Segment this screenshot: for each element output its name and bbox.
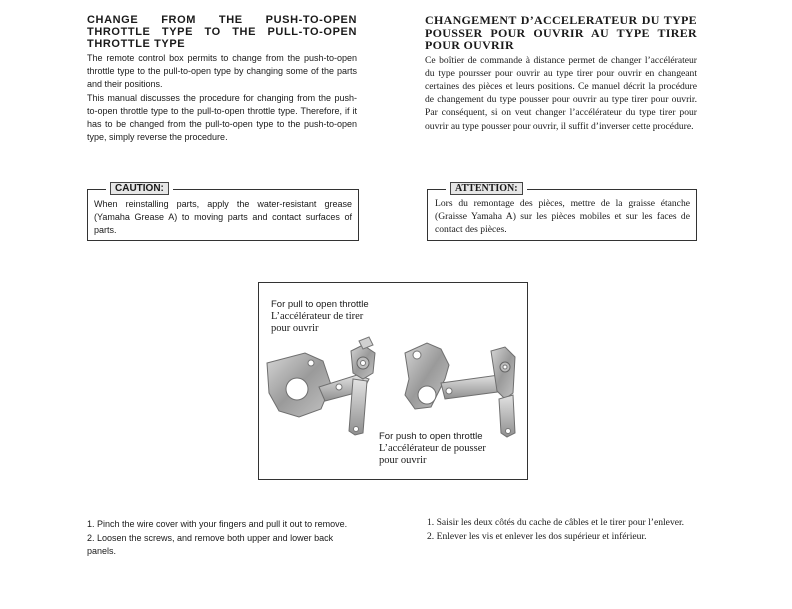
english-step-2: 2. Loosen the screws, and remove both upper and lower back panels. xyxy=(87,532,334,556)
pull-caption-fr-line-1: L’accélérateur de tirer xyxy=(271,311,364,322)
caution-label xyxy=(106,182,173,196)
french-paragraph-1: Ce boîtier de commande à distance permet de changer l’accélérateur du type poursser pour ouvrir au type tirer pour ouvrir en changeant certaines des pièces et leurs positions. Ce manuel décrit la procédure de changement du type pousser pour ouvrir au type tirer pour ouvrir. Par conséquent, si on veut changer l’accélérateur du type tirer pour ouvrir au type pousser pour ouvrir, il suffit d’inverser cette procédure. xyxy=(425,54,697,132)
english-section xyxy=(87,14,357,144)
push-caption-fr-line-2: pour ouvrir xyxy=(379,455,427,466)
pull-caption-en: For pull to open throttle xyxy=(271,299,369,310)
attention-box xyxy=(427,183,697,241)
push-caption-fr-line-1: L’accélérateur de pousser xyxy=(379,443,486,454)
caution-text: When reinstalling parts, apply the water-resistant grease (Yamaha Grease A) to moving parts and contact surfaces of parts. xyxy=(94,199,352,235)
english-title: CHANGE FROM THE PUSH-TO-OPEN THROTTLE TYPE TO THE PULL-TO-OPEN THROTTLE TYPE xyxy=(87,14,357,50)
pull-caption-fr-line-2: pour ouvrir xyxy=(271,323,319,334)
throttle-figure xyxy=(258,282,528,480)
french-step-1: 1. Saisir les deux côtés du cache de câbles et le tirer pour l’enlever. xyxy=(427,517,685,528)
english-steps xyxy=(87,518,359,559)
caution-box xyxy=(87,183,359,241)
attention-label-text: ATTENTION: xyxy=(450,182,523,195)
push-throttle-caption xyxy=(379,431,519,467)
attention-text: Lors du remontage des pièces, mettre de la graisse étanche (Graisse Yamaha A) sur les pièces mobiles et sur les faces de contact des pièces. xyxy=(435,198,690,235)
push-linkage-part xyxy=(405,343,515,437)
english-paragraph-2: This manual discusses the procedure for changing from the push-to-open throttle type to the pull-to-open throttle type. Therefore, if it has to be changed from the pull-to-open type to the push-to-open type, simply reverse the procedure. xyxy=(87,92,357,143)
english-step-1: 1. Pinch the wire cover with your fingers and pull it out to remove. xyxy=(87,519,348,529)
pull-linkage-part xyxy=(267,337,375,435)
french-steps xyxy=(427,516,699,543)
push-caption-en: For push to open throttle xyxy=(379,431,483,442)
pull-throttle-caption xyxy=(271,299,401,335)
french-step-2: 2. Enlever les vis et enlever les dos supérieur et inférieur. xyxy=(427,530,647,542)
english-paragraph-1: The remote control box permits to change from the push-to-open throttle type to the pull-to-open type by changing some of the parts and their positions. xyxy=(87,53,357,90)
french-section xyxy=(425,14,697,133)
caution-label-text: CAUTION: xyxy=(110,182,169,195)
french-title: CHANGEMENT D’ACCELERATEUR DU TYPE POUSSER POUR OUVRIR AU TYPE TIRER POUR OUVRIR xyxy=(425,13,697,52)
attention-label xyxy=(446,182,527,196)
